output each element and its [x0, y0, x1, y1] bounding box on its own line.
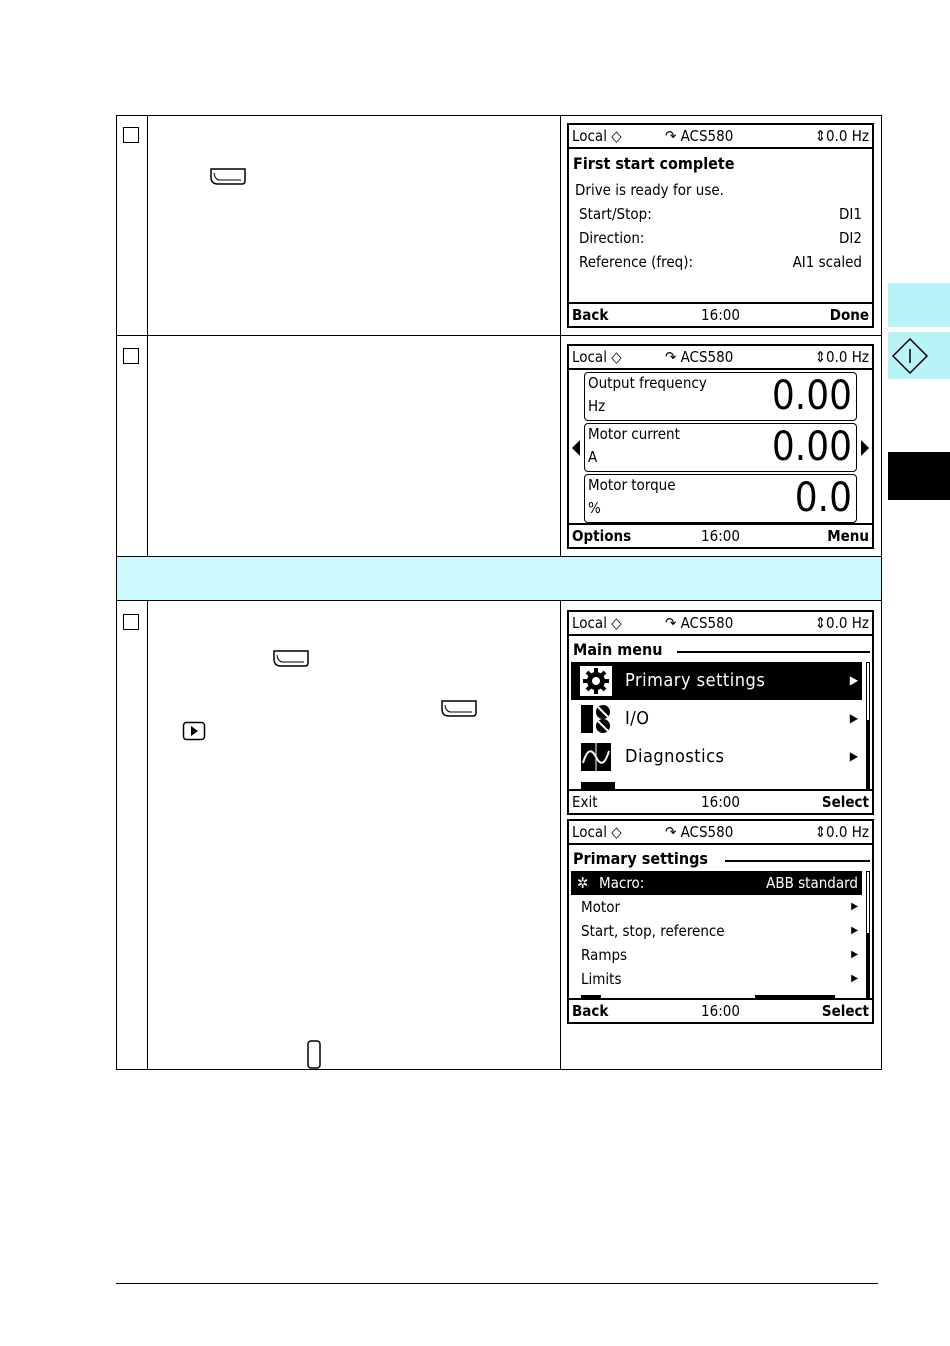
- back-softkey[interactable]: Back: [572, 1002, 609, 1020]
- col-divider-b-top: [560, 115, 561, 557]
- softkey-icon: [439, 697, 479, 719]
- softkey-icon: [208, 165, 248, 187]
- row-value: DI2: [839, 229, 862, 247]
- value-box-motor-torque: [584, 474, 857, 523]
- menu-softkey[interactable]: Menu: [827, 527, 869, 545]
- step-checkbox-1[interactable]: [123, 127, 139, 143]
- status-bar: [569, 612, 872, 636]
- up-down-icon: ⇕: [814, 823, 827, 841]
- step-checkbox-2[interactable]: [123, 348, 139, 364]
- table-top-border: [116, 115, 882, 116]
- wizard-icon: ✲: [577, 874, 589, 892]
- select-softkey[interactable]: Select: [821, 793, 869, 811]
- back-softkey[interactable]: Back: [572, 306, 609, 324]
- chapter-tab-current[interactable]: [888, 452, 950, 500]
- status-bar: [569, 125, 872, 149]
- rotation-arrow-icon: ↷: [665, 614, 681, 632]
- select-softkey[interactable]: Select: [821, 1002, 869, 1020]
- value-name: Output frequency: [588, 374, 707, 392]
- row-label: Reference (freq):: [579, 253, 694, 271]
- start-diamond-icon: [890, 336, 930, 376]
- local-label: Local ◇: [572, 348, 622, 366]
- clock: 16:00: [701, 793, 740, 811]
- lcd-screen-first-start: [567, 123, 874, 328]
- softkey-bar: [569, 523, 872, 547]
- exit-softkey[interactable]: Exit: [572, 793, 598, 811]
- rotation-arrow-icon: ↷: [665, 823, 681, 841]
- table-right-border: [881, 115, 882, 1070]
- clock: 16:00: [701, 1002, 740, 1020]
- row-divider-1: [116, 335, 882, 336]
- softkey-bar: [569, 998, 872, 1022]
- menu-item-io[interactable]: [571, 700, 862, 738]
- status-bar: [569, 346, 872, 370]
- settings-item-start-stop-reference[interactable]: [571, 919, 862, 943]
- title-rule: [677, 651, 870, 653]
- diagnostics-icon: [579, 741, 613, 773]
- gear-icon: [579, 665, 613, 697]
- key-icon: [306, 1040, 322, 1070]
- row-value: DI1: [839, 205, 862, 223]
- lcd-screen-home-view: [567, 344, 874, 549]
- local-control-icon: ◇: [606, 614, 622, 632]
- value-unit: A: [588, 448, 598, 466]
- local-label: Local ◇: [572, 823, 622, 841]
- submenu-arrow-icon: ▶: [851, 973, 858, 984]
- item-label: Motor: [581, 898, 620, 916]
- rotation-arrow-icon: ↷: [665, 348, 681, 366]
- value-name: Motor torque: [588, 476, 676, 494]
- item-label: Ramps: [581, 946, 628, 964]
- value-box-motor-current: [584, 423, 857, 472]
- submenu-arrow-icon: ▶: [849, 673, 858, 687]
- options-softkey[interactable]: Options: [572, 527, 632, 545]
- value-name: Motor current: [588, 425, 680, 443]
- row-value: AI1 scaled: [792, 253, 862, 271]
- col-divider-a-bottom: [147, 600, 148, 1070]
- local-label: Local ◇: [572, 127, 622, 145]
- up-down-icon: ⇕: [814, 127, 827, 145]
- step-checkbox-3[interactable]: [123, 614, 139, 630]
- drive-name: ↷ ACS580: [665, 823, 734, 841]
- reference-frequency: ⇕0.0 Hz: [814, 823, 869, 841]
- menu-item-diagnostics[interactable]: [571, 738, 862, 776]
- softkey-icon: [271, 647, 311, 669]
- done-softkey[interactable]: Done: [829, 306, 869, 324]
- menu-item-primary-settings[interactable]: [571, 662, 862, 700]
- macro-label: Macro:: [599, 874, 645, 892]
- item-label: Start, stop, reference: [581, 922, 725, 940]
- scrollbar-thumb[interactable]: [866, 933, 870, 999]
- clock: 16:00: [701, 306, 740, 324]
- item-label: Limits: [581, 970, 622, 988]
- row-label: Start/Stop:: [579, 205, 652, 223]
- submenu-arrow-icon: ▶: [851, 949, 858, 960]
- value-unit: %: [588, 499, 601, 517]
- status-bar: [569, 821, 872, 845]
- drive-name: ↷ ACS580: [665, 348, 734, 366]
- chapter-tab[interactable]: [888, 283, 950, 327]
- clock: 16:00: [701, 527, 740, 545]
- local-control-icon: ◇: [606, 127, 622, 145]
- screen-title: Main menu: [573, 640, 663, 659]
- local-label: Local ◇: [572, 614, 622, 632]
- settings-item-ramps[interactable]: [571, 943, 862, 967]
- table-bottom-border: [116, 1069, 882, 1070]
- value-number: 0.0: [794, 475, 852, 521]
- up-down-icon: ⇕: [814, 348, 827, 366]
- io-icon: [579, 703, 613, 735]
- drive-name: ↷ ACS580: [665, 614, 734, 632]
- submenu-arrow-icon: ▶: [851, 901, 858, 912]
- submenu-arrow-icon: ▶: [851, 925, 858, 936]
- macro-row[interactable]: [571, 871, 862, 895]
- value-box-output-frequency: [584, 372, 857, 421]
- softkey-bar: [569, 302, 872, 326]
- screen-title: Primary settings: [573, 849, 708, 868]
- reference-frequency: ⇕0.0 Hz: [814, 348, 869, 366]
- reference-frequency: ⇕0.0 Hz: [814, 614, 869, 632]
- softkey-bar: [569, 789, 872, 813]
- value-number: 0.00: [771, 424, 852, 470]
- right-arrow-key-icon: [182, 721, 206, 741]
- row-label: Direction:: [579, 229, 645, 247]
- scrollbar-thumb[interactable]: [866, 720, 870, 790]
- lcd-screen-main-menu: [567, 610, 874, 815]
- footer-rule: [116, 1283, 878, 1284]
- menu-label: I/O: [625, 708, 650, 729]
- section-band: [117, 557, 881, 600]
- screen-title: First start complete: [573, 154, 735, 173]
- left-arrow-icon[interactable]: [570, 439, 582, 457]
- drive-name: ↷ ACS580: [665, 127, 734, 145]
- right-arrow-icon[interactable]: [859, 439, 871, 457]
- table-left-border: [116, 115, 117, 1070]
- settings-item-limits[interactable]: [571, 967, 862, 991]
- col-divider-b-bottom: [560, 600, 561, 1070]
- ready-message: Drive is ready for use.: [575, 181, 724, 199]
- rotation-arrow-icon: ↷: [665, 127, 681, 145]
- reference-frequency: ⇕0.0 Hz: [814, 127, 869, 145]
- menu-label: Diagnostics: [625, 746, 725, 767]
- chapter-tab-start[interactable]: [888, 332, 950, 379]
- local-control-icon: ◇: [606, 823, 622, 841]
- title-rule: [725, 860, 870, 862]
- submenu-arrow-icon: ▶: [849, 711, 858, 725]
- lcd-screen-primary-settings: [567, 819, 874, 1024]
- settings-item-motor[interactable]: [571, 895, 862, 919]
- up-down-icon: ⇕: [814, 614, 827, 632]
- menu-label: Primary settings: [625, 670, 766, 691]
- local-control-icon: ◇: [606, 348, 622, 366]
- submenu-arrow-icon: ▶: [849, 749, 858, 763]
- value-unit: Hz: [588, 397, 606, 415]
- row-divider-3: [116, 600, 882, 601]
- macro-value: ABB standard: [766, 874, 858, 892]
- value-number: 0.00: [771, 373, 852, 419]
- col-divider-a-top: [147, 115, 148, 557]
